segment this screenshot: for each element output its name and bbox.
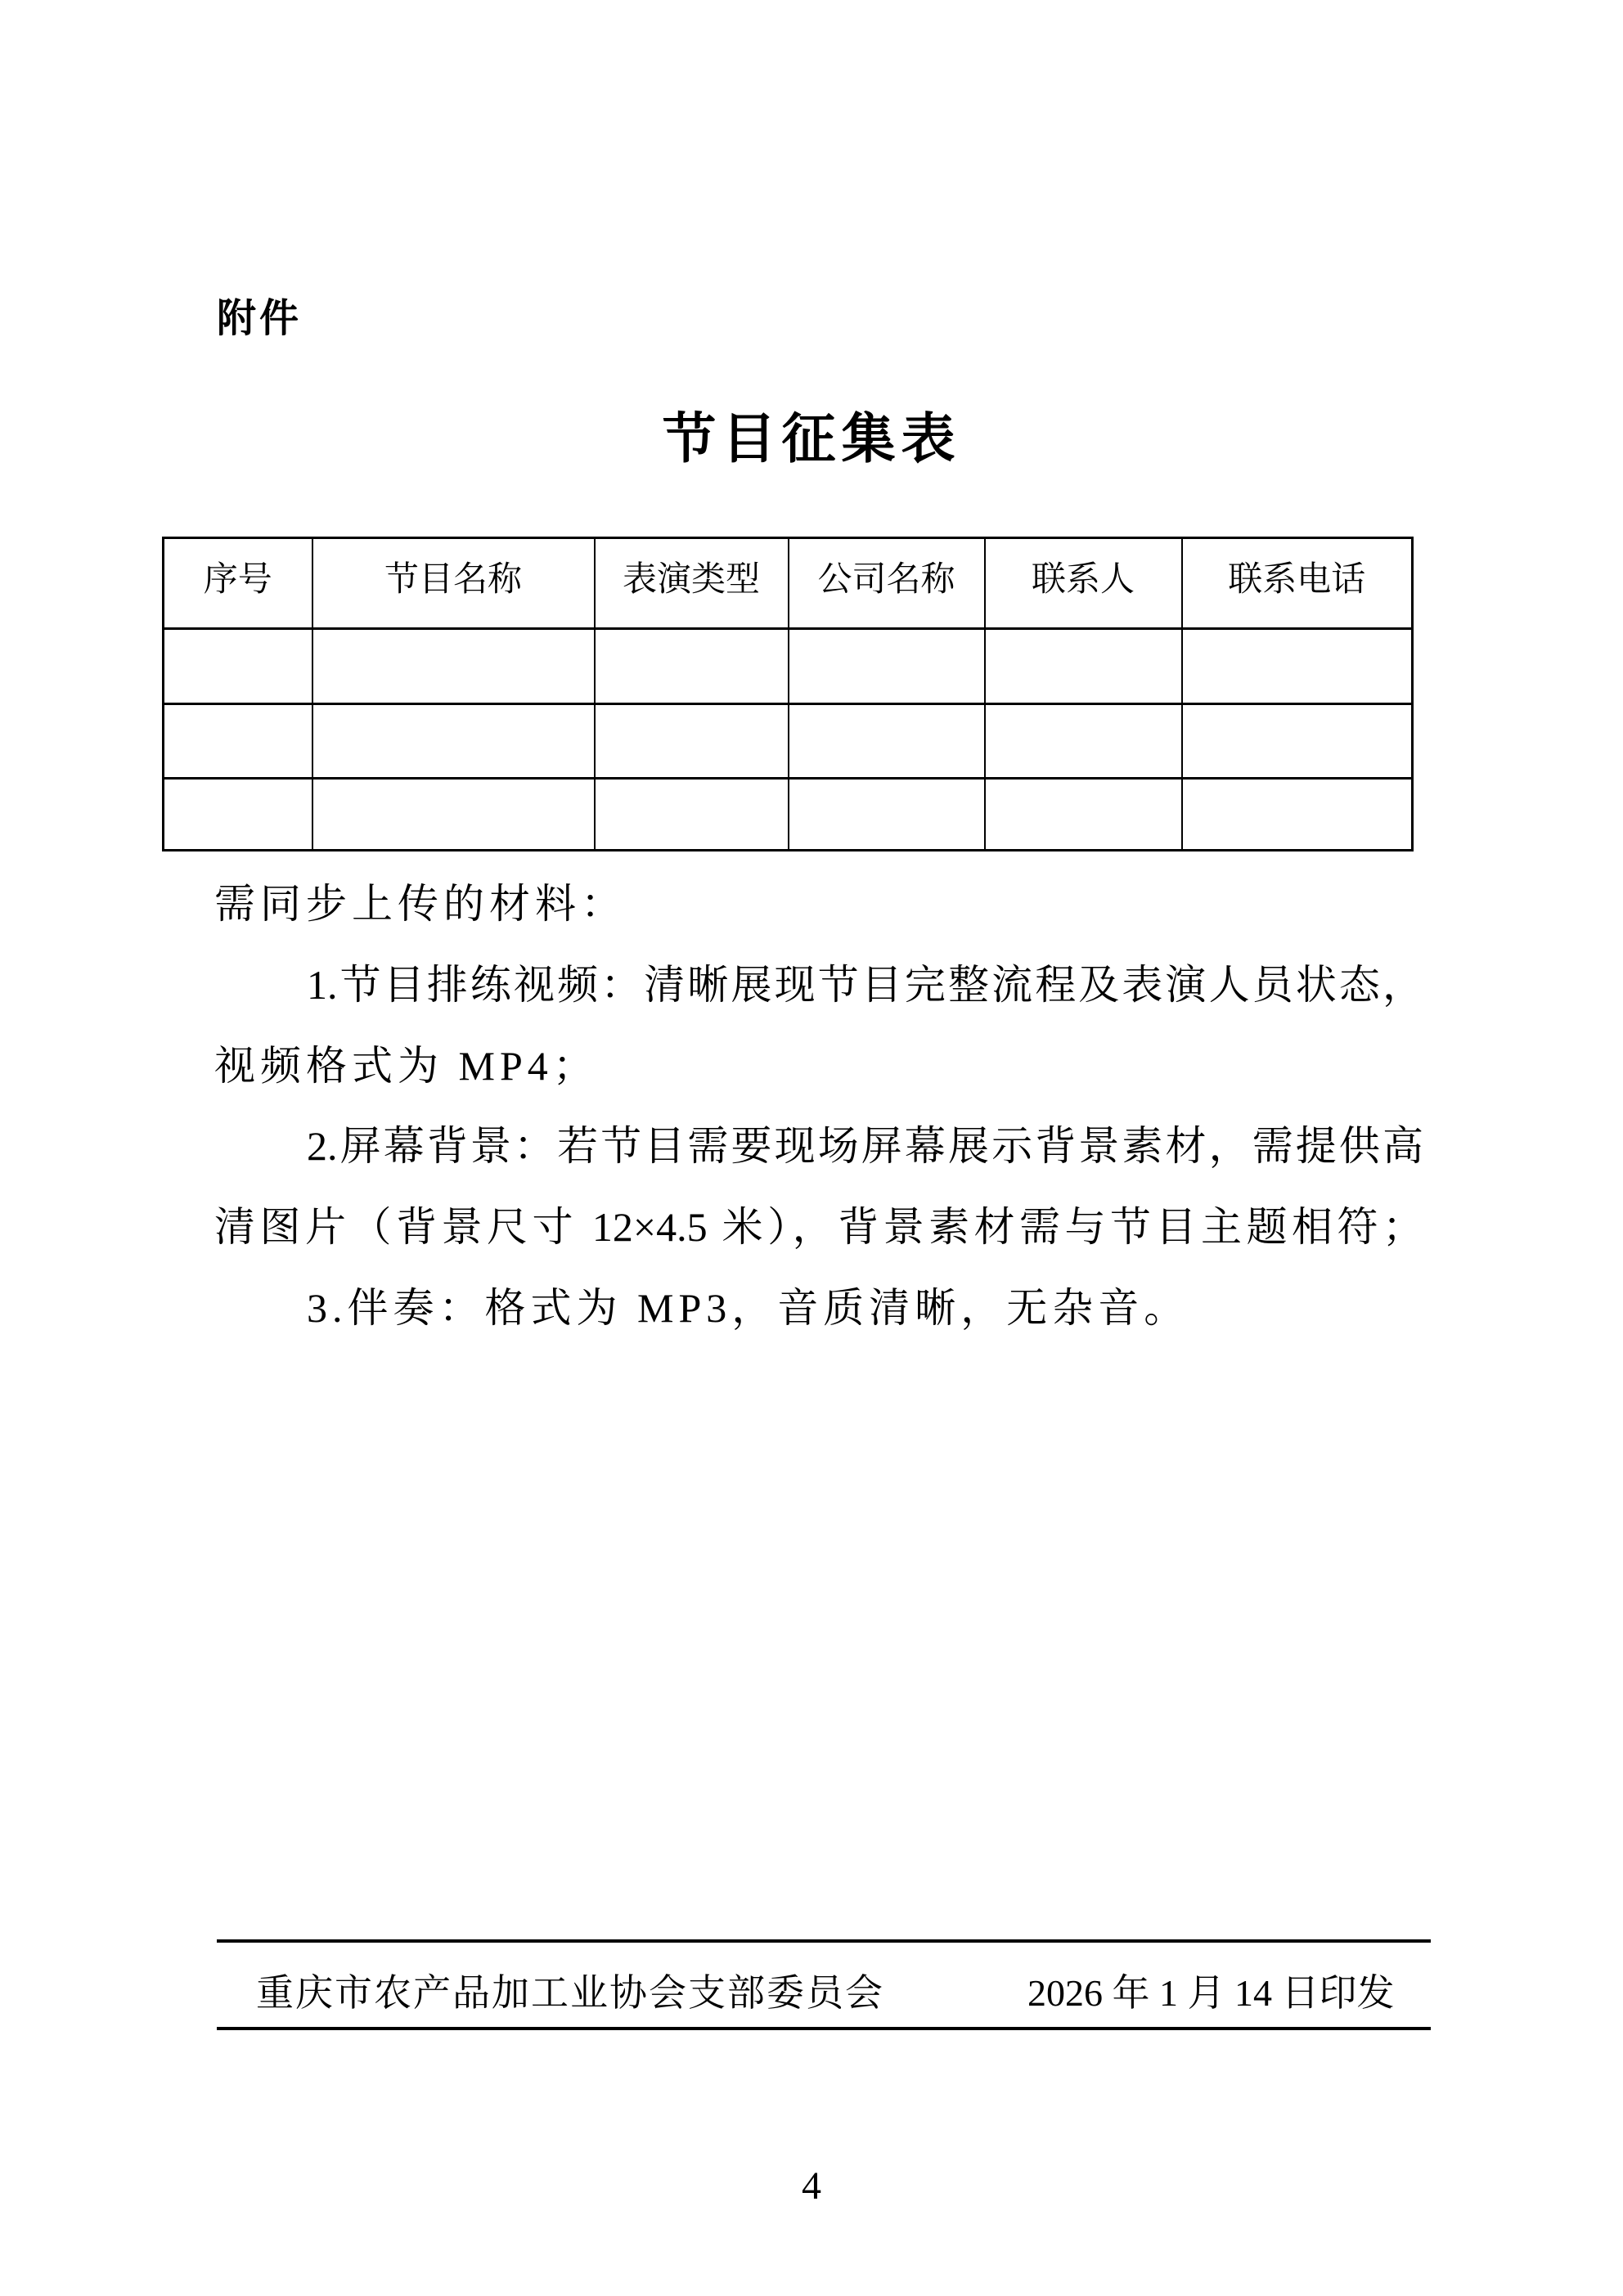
footer-issuer: 重庆市农产品加工业协会支部委员会 (256, 1972, 884, 2014)
materials-item-2-line-1: 2.屏幕背景：若节目需要现场屏幕展示背景素材，需提供高 (307, 1123, 1423, 1169)
table-cell (595, 704, 789, 779)
table-cell (164, 779, 312, 851)
table-cell (789, 704, 985, 779)
table-row (164, 629, 1413, 704)
col-header-company-name: 公司名称 (789, 538, 985, 629)
program-collection-table (162, 537, 1414, 851)
materials-item-3-line: 3.伴奏：格式为 MP3，音质清晰，无杂音。 (307, 1285, 1190, 1331)
table-cell (1182, 779, 1413, 851)
table-cell (312, 629, 595, 704)
table-row (164, 779, 1413, 851)
page-number: 4 (802, 2164, 821, 2208)
table-header-row (164, 538, 1413, 629)
table-cell (595, 779, 789, 851)
table-cell (985, 779, 1182, 851)
table-cell (789, 629, 985, 704)
materials-intro-line: 需同步上传的材料： (214, 881, 627, 927)
table-cell (164, 629, 312, 704)
materials-item-2-line-2: 清图片（背景尺寸 12×4.5 米），背景素材需与节目主题相符； (214, 1204, 1423, 1250)
table-cell (312, 704, 595, 779)
table-cell (164, 704, 312, 779)
footer-top-rule (217, 1939, 1431, 1943)
table-cell (312, 779, 595, 851)
table-cell (1182, 704, 1413, 779)
table-row (164, 704, 1413, 779)
col-header-contact-phone: 联系电话 (1182, 538, 1413, 629)
footer-print-date: 2026 年 1 月 14 日印发 (1027, 1972, 1395, 2014)
table-cell (789, 779, 985, 851)
table-cell (985, 629, 1182, 704)
col-header-serial-number: 序号 (164, 538, 312, 629)
materials-item-1-line-2: 视频格式为 MP4； (214, 1043, 599, 1089)
table-cell (1182, 629, 1413, 704)
col-header-performance-type: 表演类型 (595, 538, 789, 629)
attachment-label: 附件 (217, 297, 303, 340)
table-cell (595, 629, 789, 704)
page-title: 节目征集表 (662, 410, 961, 470)
table-cell (985, 704, 1182, 779)
col-header-program-name: 节目名称 (312, 538, 595, 629)
col-header-contact-person: 联系人 (985, 538, 1182, 629)
materials-item-1-line-1: 1.节目排练视频：清晰展现节目完整流程及表演人员状态， (307, 962, 1423, 1008)
footer-bottom-rule (217, 2027, 1431, 2030)
